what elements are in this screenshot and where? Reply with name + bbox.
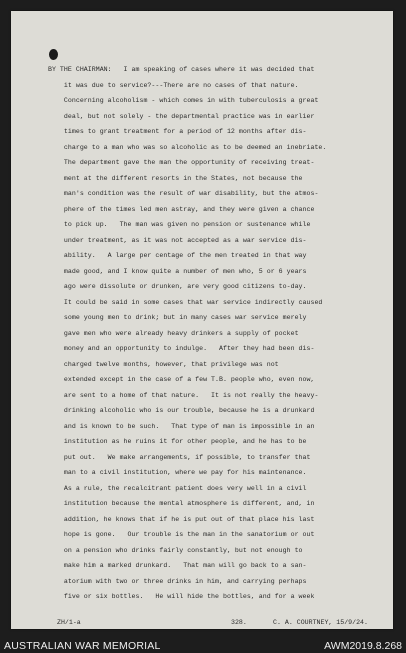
text-line: deal, but not solely - the departmental practice was in earlier bbox=[48, 112, 315, 120]
text-line: institution because the mental atmosphere is different, and, in bbox=[48, 500, 315, 507]
text-line: extended except in the case of a few T.B. people who, even now, bbox=[48, 376, 315, 383]
text-line: times to grant treatment for a period of 12 months after dis- bbox=[48, 128, 307, 135]
document-page bbox=[11, 11, 393, 629]
text-line: under treatment, as it was not accepted as a war service dis- bbox=[48, 236, 307, 244]
text-line: It could be said in some cases that war service indirectly caused bbox=[48, 298, 323, 306]
author-and-date: C. A. COURTNEY, 15/9/24. bbox=[273, 619, 368, 626]
text-line: BY THE CHAIRMAN: I am speaking of cases where it was decided that bbox=[48, 66, 315, 73]
text-line: put out. We make arrangements, if possible, to transfer that bbox=[48, 453, 311, 461]
text-line: it was due to service?---There are no cases of that nature. bbox=[48, 81, 299, 89]
text-line: Concerning alcoholism - which comes in with tuberculosis a great bbox=[48, 97, 319, 104]
text-line: charged twelve months, however, that privilege was not bbox=[48, 360, 279, 368]
text-line: institution as he ruins it for other people, and he has to be bbox=[48, 438, 307, 445]
text-line: charge to a man who was so alcoholic as to be deemed an inebriate. bbox=[48, 143, 327, 151]
text-line: addition, he knows that if he is put out of that place his last bbox=[48, 515, 315, 523]
text-line: man's condition was the result of war disability, but the atmos- bbox=[48, 190, 319, 197]
text-line: man to a civil institution, where we pay for his maintenance. bbox=[48, 469, 307, 476]
text-line: made good, and I know quite a number of men who, 5 or 6 years bbox=[48, 267, 307, 275]
text-line: make him a marked drunkard. That man will go back to a san- bbox=[48, 562, 307, 569]
document-reference: ZH/1-a bbox=[57, 619, 81, 626]
punch-hole bbox=[49, 49, 58, 60]
text-line: hope is gone. Our trouble is the man in the sanatorium or out bbox=[48, 531, 315, 538]
text-line: gave men who were already heavy drinkers a supply of pocket bbox=[48, 329, 299, 337]
text-line: atorium with two or three drinks in him, and carrying perhaps bbox=[48, 577, 307, 585]
text-line: drinking alcoholic who is our trouble, because he is a drunkard bbox=[48, 407, 315, 414]
text-line: and is known to be such. That type of man is impossible in an bbox=[48, 422, 315, 430]
text-line: five or six bottles. He will hide the bottles, and for a week bbox=[48, 593, 315, 600]
text-line: ago were dissolute or drunken, are very good citizens to-day. bbox=[48, 283, 307, 290]
archive-credit: AUSTRALIAN WAR MEMORIAL bbox=[4, 640, 161, 652]
text-line: money and an opportunity to indulge. After they had been dis- bbox=[48, 345, 315, 352]
text-line: ment at the different resorts in the States, not because the bbox=[48, 174, 303, 182]
archive-item-id: AWM2019.8.268 bbox=[324, 640, 402, 652]
page-number: 328. bbox=[231, 619, 247, 626]
text-line: to pick up. The man was given no pension or sustenance while bbox=[48, 221, 311, 228]
document-body-text bbox=[48, 62, 393, 605]
text-line: some young men to drink; but in many cases war service merely bbox=[48, 314, 307, 321]
text-line: on a pension who drinks fairly constantly, but not enough to bbox=[48, 546, 303, 554]
text-line: ability. A large per centage of the men treated in that way bbox=[48, 252, 307, 259]
text-line: are sent to a home of that nature. It is not really the heavy- bbox=[48, 391, 319, 399]
text-line: phere of the times led men astray, and they were given a chance bbox=[48, 205, 315, 213]
text-line: As a rule, the recalcitrant patient does very well in a civil bbox=[48, 484, 307, 492]
text-line: The department gave the man the opportunity of receiving treat- bbox=[48, 159, 315, 166]
